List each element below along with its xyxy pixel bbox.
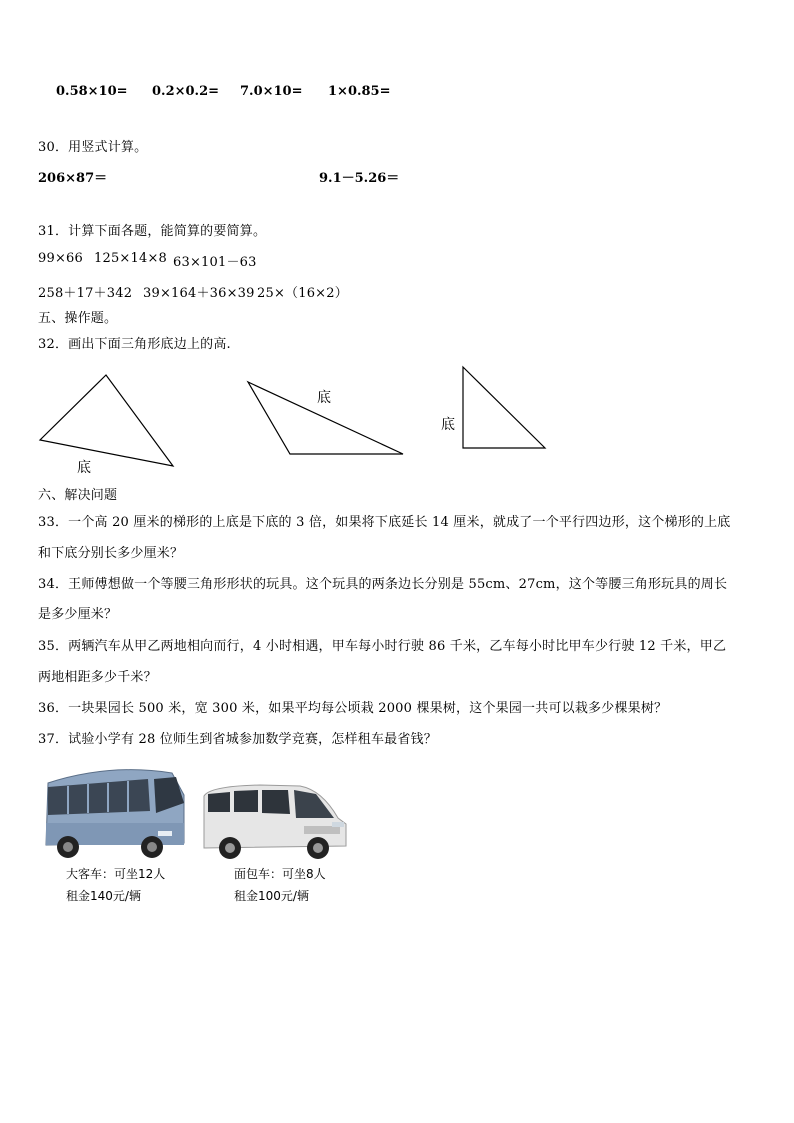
q36-text: 36．一块果园长 500 米，宽 300 米，如果平均每公顷栽 2000 棵果树，这个果园一共可以栽多少棵果树？ [38, 701, 668, 716]
q31-row2-item2: 39×164＋36×39 [143, 286, 255, 301]
q30-title: 30．用竖式计算。 [38, 140, 148, 155]
bus-image [40, 765, 188, 863]
q35-line1: 35．两辆汽车从甲乙两地相向而行，4 小时相遇，甲车每小时行驶 86 千米，乙车每小时比甲车少行驶 12 千米，甲乙 [38, 639, 727, 654]
van-price-label: 租金100元/辆 [234, 889, 309, 903]
calc-item-1: 0.58×10= [56, 84, 128, 99]
q34-line2: 是多少厘米？ [38, 607, 118, 622]
calc-item-4: 1×0.85= [328, 84, 391, 99]
van-capacity-label: 面包车：可坐8人 [234, 867, 326, 881]
calc-item-2: 0.2×0.2= [152, 84, 220, 99]
triangle-3-base-label: 底 [441, 417, 456, 433]
q31-row2-item1: 258＋17＋342 [38, 286, 133, 301]
triangle-2-base-label: 底 [317, 390, 332, 406]
q31-title: 31．计算下面各题，能简算的要简算。 [38, 224, 267, 239]
q31-row1-item2: 125×14×8 [94, 251, 168, 266]
section-heading-6: 六、解决问题 [38, 488, 118, 503]
triangle-1-base-label: 底 [77, 460, 92, 476]
section-heading-5: 五、操作题。 [38, 311, 118, 326]
q33-line1: 33．一个高 20 厘米的梯形的上底是下底的 3 倍，如果将下底延长 14 厘米，就成了一个平行四边形，这个梯形的上底 [38, 515, 731, 530]
q30-item-2: 9.1－5.26＝ [319, 171, 400, 186]
van-image [200, 780, 350, 862]
q35-line2: 两地相距多少千米？ [38, 670, 157, 685]
q31-row1-item1: 99×66 [38, 251, 83, 266]
q31-row2-item3: 25×（16×2） [257, 286, 348, 301]
bus-capacity-label: 大客车：可坐12人 [66, 867, 166, 881]
q33-line2: 和下底分别长多少厘米？ [38, 546, 184, 561]
q31-row1-item3: 63×101－63 [173, 255, 257, 270]
q37-title: 37．试验小学有 28 位师生到省城参加数学竞赛，怎样租车最省钱？ [38, 732, 437, 747]
triangle-1 [0, 0, 794, 480]
bus-price-label: 租金140元/辆 [66, 889, 141, 903]
calc-item-3: 7.0×10= [240, 84, 303, 99]
q30-item-1: 206×87＝ [38, 171, 108, 186]
q34-line1: 34．王师傅想做一个等腰三角形形状的玩具。这个玩具的两条边长分别是 55cm、27cm，这个等腰三角形玩具的周长 [38, 577, 728, 592]
q32-title: 32．画出下面三角形底边上的高. [38, 337, 231, 352]
